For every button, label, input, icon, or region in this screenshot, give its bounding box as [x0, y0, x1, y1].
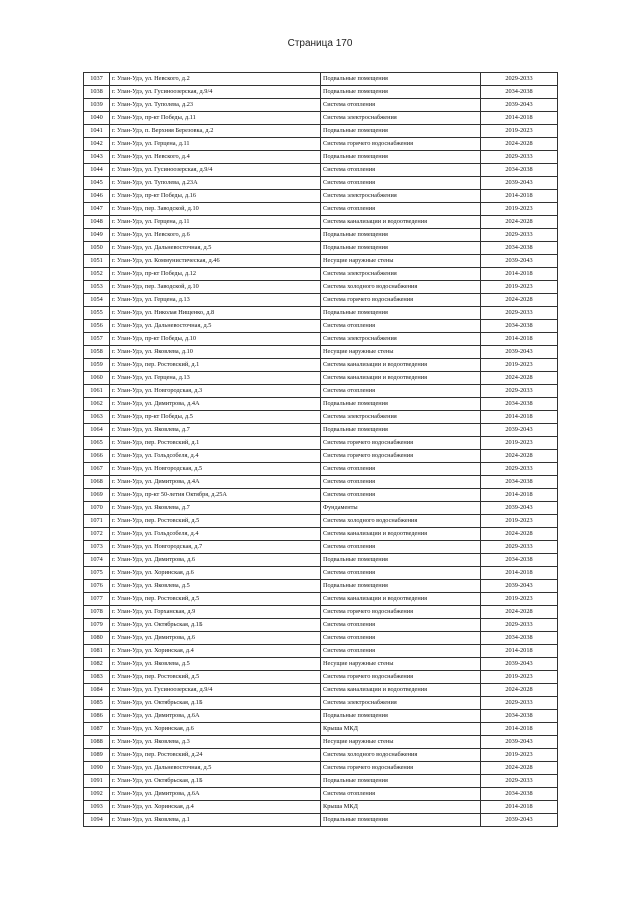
period-cell: 2014-2018: [481, 190, 558, 203]
address-cell: г. Улан-Удэ, пр-кт Победы, д.10: [110, 333, 321, 346]
row-number: 1094: [84, 814, 110, 827]
row-number: 1073: [84, 541, 110, 554]
table-row: [84, 723, 558, 736]
work-type-cell: Система отопления: [321, 619, 481, 632]
work-type-cell: Крыша МКД: [321, 801, 481, 814]
row-number: 1074: [84, 554, 110, 567]
table-row: [84, 177, 558, 190]
work-type-cell: Система отопления: [321, 164, 481, 177]
address-cell: г. Улан-Удэ, пр-кт Победы, д.12: [110, 268, 321, 281]
row-number: 1068: [84, 476, 110, 489]
table-row: [84, 658, 558, 671]
table-row: [84, 229, 558, 242]
address-cell: г. Улан-Удэ, ул. Хоринская, д.6: [110, 723, 321, 736]
address-cell: г. Улан-Удэ, ул. Октябрьская, д.1Б: [110, 775, 321, 788]
period-cell: 2039-2043: [481, 346, 558, 359]
row-number: 1045: [84, 177, 110, 190]
table-row: [84, 736, 558, 749]
table-row: [84, 632, 558, 645]
address-cell: г. Улан-Удэ, п. Верхняя Березовка, д.2: [110, 125, 321, 138]
work-type-cell: Система электроснабжения: [321, 268, 481, 281]
address-cell: г. Улан-Удэ, ул. Туполева, д.23А: [110, 177, 321, 190]
table-row: [84, 671, 558, 684]
work-type-cell: Система отопления: [321, 541, 481, 554]
row-number: 1078: [84, 606, 110, 619]
period-cell: 2014-2018: [481, 268, 558, 281]
row-number: 1064: [84, 424, 110, 437]
work-type-cell: Система горячего водоснабжения: [321, 294, 481, 307]
period-cell: 2024-2028: [481, 294, 558, 307]
period-cell: 2029-2033: [481, 697, 558, 710]
address-cell: г. Улан-Удэ, ул. Октябрьская, д.1Б: [110, 697, 321, 710]
address-cell: г. Улан-Удэ, ул. Гольдсобеля, д.4: [110, 528, 321, 541]
period-cell: 2014-2018: [481, 333, 558, 346]
period-cell: 2029-2033: [481, 151, 558, 164]
period-cell: 2019-2023: [481, 203, 558, 216]
table-row: [84, 684, 558, 697]
address-cell: г. Улан-Удэ, ул. Невского, д.4: [110, 151, 321, 164]
row-number: 1055: [84, 307, 110, 320]
work-type-cell: Система отопления: [321, 567, 481, 580]
address-cell: г. Улан-Удэ, ул. Димитрова, д.6: [110, 554, 321, 567]
row-number: 1063: [84, 411, 110, 424]
work-type-cell: Система электроснабжения: [321, 190, 481, 203]
address-cell: г. Улан-Удэ, пер. Заводской, д.10: [110, 203, 321, 216]
table-row: [84, 515, 558, 528]
address-cell: г. Улан-Удэ, пр-кт Победы, д.5: [110, 411, 321, 424]
work-type-cell: Система холодного водоснабжения: [321, 749, 481, 762]
work-type-cell: Подвальные помещения: [321, 151, 481, 164]
period-cell: 2034-2038: [481, 242, 558, 255]
work-type-cell: Несущие наружные стены: [321, 346, 481, 359]
period-cell: 2034-2038: [481, 554, 558, 567]
row-number: 1082: [84, 658, 110, 671]
address-cell: г. Улан-Удэ, ул. Хоринская, д.4: [110, 645, 321, 658]
row-number: 1090: [84, 762, 110, 775]
work-type-cell: Система холодного водоснабжения: [321, 281, 481, 294]
table-row: [84, 593, 558, 606]
row-number: 1050: [84, 242, 110, 255]
work-type-cell: Подвальные помещения: [321, 398, 481, 411]
table-row: [84, 294, 558, 307]
period-cell: 2024-2028: [481, 684, 558, 697]
address-cell: г. Улан-Удэ, ул. Дальневосточная, д.5: [110, 242, 321, 255]
period-cell: 2019-2023: [481, 281, 558, 294]
period-cell: 2024-2028: [481, 606, 558, 619]
work-type-cell: Система горячего водоснабжения: [321, 437, 481, 450]
work-type-cell: Система горячего водоснабжения: [321, 671, 481, 684]
address-cell: г. Улан-Удэ, ул. Невского, д.2: [110, 73, 321, 86]
table-row: [84, 86, 558, 99]
work-type-cell: Подвальные помещения: [321, 580, 481, 593]
row-number: 1067: [84, 463, 110, 476]
repair-schedule-table: [83, 72, 558, 827]
work-type-cell: Система отопления: [321, 385, 481, 398]
address-cell: г. Улан-Удэ, ул. Герцена, д.11: [110, 138, 321, 151]
work-type-cell: Система отопления: [321, 489, 481, 502]
period-cell: 2014-2018: [481, 489, 558, 502]
address-cell: г. Улан-Удэ, ул. Горханская, д.9: [110, 606, 321, 619]
address-cell: г. Улан-Удэ, пер. Ростовский, д.1: [110, 359, 321, 372]
row-number: 1042: [84, 138, 110, 151]
period-cell: 2019-2023: [481, 125, 558, 138]
address-cell: г. Улан-Удэ, пр-кт Победы, д.11: [110, 112, 321, 125]
table-row: [84, 190, 558, 203]
work-type-cell: Система электроснабжения: [321, 411, 481, 424]
period-cell: 2014-2018: [481, 567, 558, 580]
address-cell: г. Улан-Удэ, ул. Коммунистическая, д.46: [110, 255, 321, 268]
address-cell: г. Улан-Удэ, пер. Ростовский, д.5: [110, 593, 321, 606]
address-cell: г. Улан-Удэ, ул. Хоринская, д.4: [110, 801, 321, 814]
table-row: [84, 268, 558, 281]
address-cell: г. Улан-Удэ, ул. Гусиноозерская, д.9/4: [110, 684, 321, 697]
period-cell: 2029-2033: [481, 541, 558, 554]
row-number: 1088: [84, 736, 110, 749]
table-row: [84, 489, 558, 502]
work-type-cell: Система канализации и водоотведения: [321, 359, 481, 372]
address-cell: г. Улан-Удэ, ул. Димитрова, д.4А: [110, 398, 321, 411]
table-row: [84, 372, 558, 385]
period-cell: 2039-2043: [481, 99, 558, 112]
work-type-cell: Несущие наружные стены: [321, 736, 481, 749]
work-type-cell: Система электроснабжения: [321, 333, 481, 346]
row-number: 1043: [84, 151, 110, 164]
period-cell: 2024-2028: [481, 138, 558, 151]
work-type-cell: Система канализации и водоотведения: [321, 593, 481, 606]
address-cell: г. Улан-Удэ, ул. Яковлева, д.10: [110, 346, 321, 359]
row-number: 1057: [84, 333, 110, 346]
address-cell: г. Улан-Удэ, ул. Новгородская, д.7: [110, 541, 321, 554]
table-row: [84, 73, 558, 86]
period-cell: 2039-2043: [481, 424, 558, 437]
work-type-cell: Система горячего водоснабжения: [321, 450, 481, 463]
row-number: 1062: [84, 398, 110, 411]
work-type-cell: Система горячего водоснабжения: [321, 606, 481, 619]
work-type-cell: Фундаменты: [321, 502, 481, 515]
period-cell: 2039-2043: [481, 580, 558, 593]
period-cell: 2039-2043: [481, 177, 558, 190]
period-cell: 2024-2028: [481, 372, 558, 385]
period-cell: 2034-2038: [481, 476, 558, 489]
table-row: [84, 814, 558, 827]
work-type-cell: Подвальные помещения: [321, 86, 481, 99]
row-number: 1066: [84, 450, 110, 463]
period-cell: 2034-2038: [481, 788, 558, 801]
table-row: [84, 307, 558, 320]
work-type-cell: Система отопления: [321, 632, 481, 645]
row-number: 1060: [84, 372, 110, 385]
row-number: 1054: [84, 294, 110, 307]
row-number: 1076: [84, 580, 110, 593]
address-cell: г. Улан-Удэ, пер. Ростовский, д.24: [110, 749, 321, 762]
period-cell: 2014-2018: [481, 112, 558, 125]
work-type-cell: Система отопления: [321, 177, 481, 190]
table-row: [84, 775, 558, 788]
row-number: 1085: [84, 697, 110, 710]
row-number: 1093: [84, 801, 110, 814]
work-type-cell: Система канализации и водоотведения: [321, 372, 481, 385]
period-cell: 2034-2038: [481, 632, 558, 645]
row-number: 1091: [84, 775, 110, 788]
table-row: [84, 99, 558, 112]
work-type-cell: Система отопления: [321, 476, 481, 489]
period-cell: 2019-2023: [481, 515, 558, 528]
table-row: [84, 333, 558, 346]
row-number: 1051: [84, 255, 110, 268]
period-cell: 2024-2028: [481, 762, 558, 775]
work-type-cell: Система отопления: [321, 645, 481, 658]
table-row: [84, 242, 558, 255]
address-cell: г. Улан-Удэ, ул. Димитрова, д.6: [110, 632, 321, 645]
period-cell: 2014-2018: [481, 801, 558, 814]
period-cell: 2024-2028: [481, 450, 558, 463]
table-row: [84, 138, 558, 151]
page-title: Страница 170: [287, 38, 353, 49]
table-row: [84, 580, 558, 593]
period-cell: 2029-2033: [481, 619, 558, 632]
table-row: [84, 281, 558, 294]
address-cell: г. Улан-Удэ, ул. Герцена, д.13: [110, 372, 321, 385]
work-type-cell: Система отопления: [321, 463, 481, 476]
period-cell: 2019-2023: [481, 437, 558, 450]
address-cell: г. Улан-Удэ, ул. Невского, д.6: [110, 229, 321, 242]
work-type-cell: Система канализации и водоотведения: [321, 528, 481, 541]
period-cell: 2024-2028: [481, 528, 558, 541]
row-number: 1040: [84, 112, 110, 125]
address-cell: г. Улан-Удэ, пер. Ростовский, д.5: [110, 671, 321, 684]
row-number: 1048: [84, 216, 110, 229]
row-number: 1092: [84, 788, 110, 801]
row-number: 1041: [84, 125, 110, 138]
work-type-cell: Подвальные помещения: [321, 814, 481, 827]
period-cell: 2039-2043: [481, 658, 558, 671]
row-number: 1080: [84, 632, 110, 645]
work-type-cell: Несущие наружные стены: [321, 658, 481, 671]
table-row: [84, 424, 558, 437]
table-row: [84, 255, 558, 268]
address-cell: г. Улан-Удэ, ул. Гольдсобеля, д.4: [110, 450, 321, 463]
table-row: [84, 112, 558, 125]
address-cell: г. Улан-Удэ, ул. Яковлева, д.3: [110, 736, 321, 749]
work-type-cell: Несущие наружные стены: [321, 255, 481, 268]
work-type-cell: Система канализации и водоотведения: [321, 684, 481, 697]
row-number: 1075: [84, 567, 110, 580]
address-cell: г. Улан-Удэ, ул. Новгородская, д.5: [110, 463, 321, 476]
row-number: 1089: [84, 749, 110, 762]
row-number: 1070: [84, 502, 110, 515]
row-number: 1084: [84, 684, 110, 697]
work-type-cell: Система отопления: [321, 203, 481, 216]
period-cell: 2014-2018: [481, 411, 558, 424]
work-type-cell: Подвальные помещения: [321, 554, 481, 567]
row-number: 1065: [84, 437, 110, 450]
table-row: [84, 411, 558, 424]
address-cell: г. Улан-Удэ, пер. Ростовский, д.1: [110, 437, 321, 450]
period-cell: 2034-2038: [481, 164, 558, 177]
row-number: 1046: [84, 190, 110, 203]
period-cell: 2034-2038: [481, 86, 558, 99]
period-cell: 2024-2028: [481, 216, 558, 229]
address-cell: г. Улан-Удэ, ул. Яковлева, д.5: [110, 658, 321, 671]
table-row: [84, 151, 558, 164]
work-type-cell: Подвальные помещения: [321, 710, 481, 723]
work-type-cell: Система горячего водоснабжения: [321, 762, 481, 775]
work-type-cell: Подвальные помещения: [321, 242, 481, 255]
table-row: [84, 203, 558, 216]
row-number: 1086: [84, 710, 110, 723]
table-row: [84, 606, 558, 619]
row-number: 1087: [84, 723, 110, 736]
table-row: [84, 528, 558, 541]
address-cell: г. Улан-Удэ, ул. Яковлева, д.7: [110, 424, 321, 437]
table-row: [84, 463, 558, 476]
table-row: [84, 762, 558, 775]
address-cell: г. Улан-Удэ, ул. Хоринская, д.6: [110, 567, 321, 580]
period-cell: 2029-2033: [481, 385, 558, 398]
period-cell: 2014-2018: [481, 645, 558, 658]
period-cell: 2029-2033: [481, 307, 558, 320]
table-row: [84, 801, 558, 814]
work-type-cell: Крыша МКД: [321, 723, 481, 736]
table-row: [84, 450, 558, 463]
row-number: 1052: [84, 268, 110, 281]
period-cell: 2019-2023: [481, 359, 558, 372]
work-type-cell: Система электроснабжения: [321, 697, 481, 710]
row-number: 1072: [84, 528, 110, 541]
row-number: 1044: [84, 164, 110, 177]
address-cell: г. Улан-Удэ, ул. Новгородская, д.3: [110, 385, 321, 398]
work-type-cell: Подвальные помещения: [321, 307, 481, 320]
period-cell: 2019-2023: [481, 749, 558, 762]
work-type-cell: Система канализации и водоотведения: [321, 216, 481, 229]
work-type-cell: Система отопления: [321, 788, 481, 801]
work-type-cell: Подвальные помещения: [321, 229, 481, 242]
address-cell: г. Улан-Удэ, пер. Ростовский, д.5: [110, 515, 321, 528]
address-cell: г. Улан-Удэ, ул. Яковлева, д.1: [110, 814, 321, 827]
row-number: 1061: [84, 385, 110, 398]
address-cell: г. Улан-Удэ, ул. Димитрова, д.4А: [110, 476, 321, 489]
address-cell: г. Улан-Удэ, ул. Туполева, д.23: [110, 99, 321, 112]
address-cell: г. Улан-Удэ, ул. Николая Нищенко, д.8: [110, 307, 321, 320]
table-row: [84, 645, 558, 658]
row-number: 1059: [84, 359, 110, 372]
work-type-cell: Система отопления: [321, 99, 481, 112]
work-type-cell: Подвальные помещения: [321, 73, 481, 86]
row-number: 1056: [84, 320, 110, 333]
row-number: 1038: [84, 86, 110, 99]
row-number: 1058: [84, 346, 110, 359]
table-row: [84, 749, 558, 762]
row-number: 1079: [84, 619, 110, 632]
period-cell: 2019-2023: [481, 593, 558, 606]
address-cell: г. Улан-Удэ, пер. Заводской, д.10: [110, 281, 321, 294]
row-number: 1083: [84, 671, 110, 684]
address-cell: г. Улан-Удэ, ул. Октябрьская, д.1Б: [110, 619, 321, 632]
address-cell: г. Улан-Удэ, пр-кт 50-летия Октября, д.25А: [110, 489, 321, 502]
row-number: 1077: [84, 593, 110, 606]
address-cell: г. Улан-Удэ, ул. Герцена, д.13: [110, 294, 321, 307]
table-row: [84, 554, 558, 567]
address-cell: г. Улан-Удэ, ул. Гусиноозерская, д.9/4: [110, 164, 321, 177]
period-cell: 2039-2043: [481, 736, 558, 749]
work-type-cell: Система отопления: [321, 320, 481, 333]
address-cell: г. Улан-Удэ, ул. Дальневосточная, д.5: [110, 320, 321, 333]
address-cell: г. Улан-Удэ, пр-кт Победы, д.16: [110, 190, 321, 203]
row-number: 1049: [84, 229, 110, 242]
work-type-cell: Подвальные помещения: [321, 424, 481, 437]
address-cell: г. Улан-Удэ, ул. Герцена, д.11: [110, 216, 321, 229]
address-cell: г. Улан-Удэ, ул. Гусиноозерская, д.9/4: [110, 86, 321, 99]
period-cell: 2034-2038: [481, 320, 558, 333]
period-cell: 2019-2023: [481, 671, 558, 684]
address-cell: г. Улан-Удэ, ул. Димитрова, д.6А: [110, 788, 321, 801]
table-row: [84, 385, 558, 398]
work-type-cell: Система электроснабжения: [321, 112, 481, 125]
period-cell: 2014-2018: [481, 723, 558, 736]
work-type-cell: Система горячего водоснабжения: [321, 138, 481, 151]
period-cell: 2034-2038: [481, 710, 558, 723]
table-row: [84, 320, 558, 333]
table-row: [84, 398, 558, 411]
row-number: 1081: [84, 645, 110, 658]
table-row: [84, 346, 558, 359]
period-cell: 2039-2043: [481, 814, 558, 827]
period-cell: 2029-2033: [481, 463, 558, 476]
row-number: 1069: [84, 489, 110, 502]
table-row: [84, 164, 558, 177]
period-cell: 2029-2033: [481, 229, 558, 242]
period-cell: 2029-2033: [481, 775, 558, 788]
row-number: 1037: [84, 73, 110, 86]
table-row: [84, 697, 558, 710]
table-row: [84, 216, 558, 229]
table-row: [84, 502, 558, 515]
row-number: 1047: [84, 203, 110, 216]
work-type-cell: Система холодного водоснабжения: [321, 515, 481, 528]
work-type-cell: Подвальные помещения: [321, 775, 481, 788]
work-type-cell: Подвальные помещения: [321, 125, 481, 138]
row-number: 1053: [84, 281, 110, 294]
table-row: [84, 710, 558, 723]
address-cell: г. Улан-Удэ, ул. Яковлева, д.5: [110, 580, 321, 593]
table-row: [84, 619, 558, 632]
table-row: [84, 567, 558, 580]
period-cell: 2029-2033: [481, 73, 558, 86]
table-row: [84, 437, 558, 450]
table-row: [84, 359, 558, 372]
period-cell: 2039-2043: [481, 502, 558, 515]
address-cell: г. Улан-Удэ, ул. Дальневосточная, д.5: [110, 762, 321, 775]
period-cell: 2039-2043: [481, 255, 558, 268]
table-row: [84, 541, 558, 554]
period-cell: 2034-2038: [481, 398, 558, 411]
row-number: 1071: [84, 515, 110, 528]
row-number: 1039: [84, 99, 110, 112]
table-body: [84, 73, 558, 827]
table-row: [84, 788, 558, 801]
address-cell: г. Улан-Удэ, ул. Димитрова, д.6А: [110, 710, 321, 723]
address-cell: г. Улан-Удэ, ул. Яковлева, д.7: [110, 502, 321, 515]
table-row: [84, 125, 558, 138]
table-row: [84, 476, 558, 489]
